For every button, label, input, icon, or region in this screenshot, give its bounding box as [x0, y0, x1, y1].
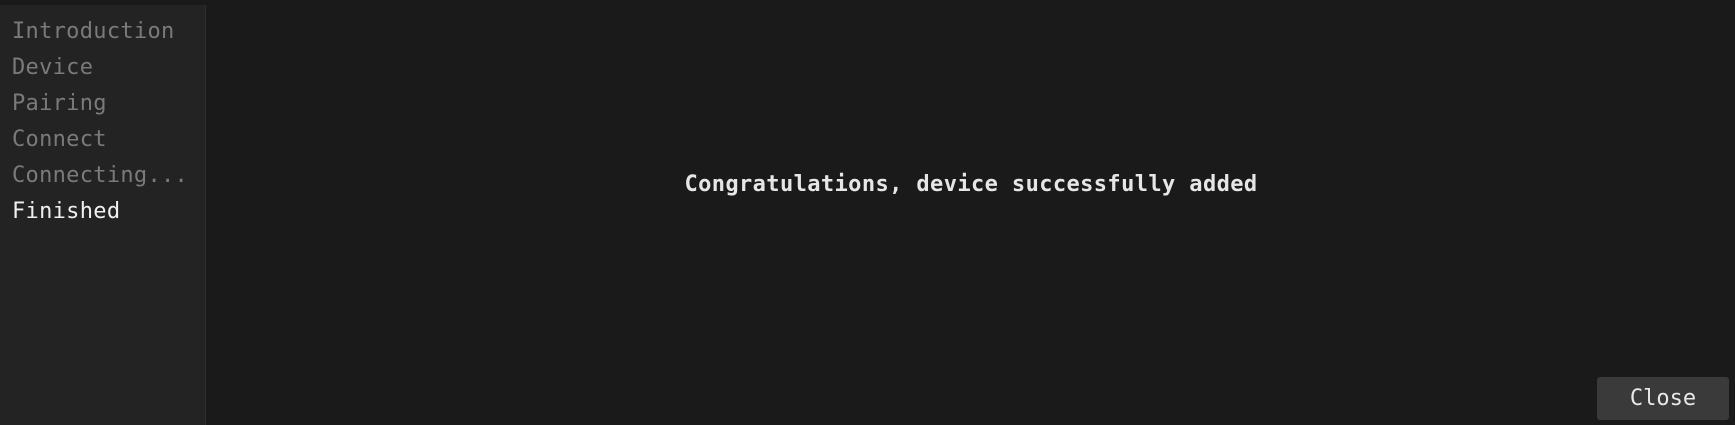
- step-pairing: Pairing: [12, 91, 107, 116]
- step-introduction: Introduction: [12, 19, 175, 44]
- step-device: Device: [12, 55, 94, 80]
- step-connecting: Connecting...: [12, 163, 189, 188]
- step-finished: Finished: [12, 199, 121, 224]
- wizard-steps-sidebar: [0, 5, 206, 425]
- close-button[interactable]: Close: [1597, 377, 1729, 420]
- success-message: Congratulations, device successfully added: [684, 172, 1258, 197]
- wizard-content: [207, 0, 1735, 425]
- step-connect: Connect: [12, 127, 107, 152]
